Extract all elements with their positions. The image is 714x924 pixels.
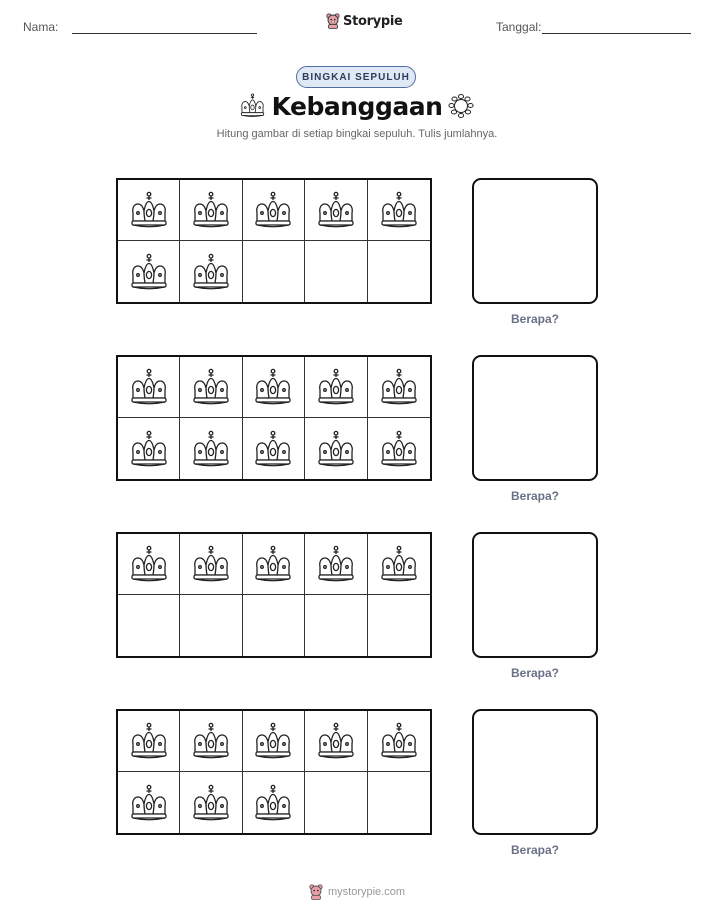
ten-frame-cell [305, 357, 367, 418]
ten-frame-cell [368, 357, 430, 418]
ten-frame-cell [180, 595, 242, 656]
ten-frame-cell [243, 534, 305, 595]
ten-frame-cell [118, 180, 180, 241]
crown-icon [191, 784, 231, 822]
ten-frame-cell [368, 241, 430, 302]
ten-frame-cell [118, 711, 180, 772]
ten-frame-cell [305, 180, 367, 241]
answer-box[interactable] [472, 178, 598, 304]
answer-box[interactable] [472, 709, 598, 835]
ten-frame [116, 709, 432, 835]
answer-box[interactable] [472, 355, 598, 481]
ten-frame-cell [305, 711, 367, 772]
crown-icon [379, 430, 419, 468]
crown-icon [379, 545, 419, 583]
crown-icon [316, 545, 356, 583]
crown-icon [316, 430, 356, 468]
ten-frame-cell [305, 534, 367, 595]
ten-frame-cell [368, 595, 430, 656]
answer-label: Berapa? [510, 666, 560, 680]
ten-frame-cell [118, 241, 180, 302]
crown-icon [316, 722, 356, 760]
ten-frame-cell [243, 418, 305, 479]
date-line[interactable] [542, 33, 691, 34]
crown-icon [253, 722, 293, 760]
crown-icon [191, 430, 231, 468]
crown-icon [129, 784, 169, 822]
footer [0, 884, 714, 900]
answer-label: Berapa? [510, 312, 560, 326]
answer-box[interactable] [472, 532, 598, 658]
crown-icon [129, 368, 169, 406]
wreath-icon [448, 93, 474, 124]
crown-icon [129, 722, 169, 760]
name-label: Nama: [23, 20, 59, 34]
crown-icon [129, 253, 169, 291]
crown-icon [253, 545, 293, 583]
crown-icon [316, 191, 356, 229]
crown-icon [379, 191, 419, 229]
crown-icon [129, 545, 169, 583]
ten-frame-cell [368, 534, 430, 595]
crown-icon [191, 368, 231, 406]
ten-frame-cell [243, 772, 305, 833]
ten-frame-cell [243, 595, 305, 656]
crown-icon [191, 191, 231, 229]
category-badge: BINGKAI SEPULUH [296, 66, 416, 88]
instructions: Hitung gambar di setiap bingkai sepuluh. Tulis jumlahnya. [216, 128, 498, 140]
crown-icon [129, 430, 169, 468]
ten-frame-cell [368, 711, 430, 772]
ten-frame-cell [118, 357, 180, 418]
crown-icon [379, 368, 419, 406]
ten-frame-cell [243, 180, 305, 241]
bear-mascot-icon [309, 884, 323, 900]
ten-frame-cell [305, 595, 367, 656]
ten-frame-cell [180, 418, 242, 479]
brand-name: Storypie [343, 13, 403, 29]
date-label: Tanggal: [496, 20, 542, 34]
ten-frame-cell [180, 772, 242, 833]
answer-label: Berapa? [510, 489, 560, 503]
crown-icon [253, 430, 293, 468]
ten-frame-cell [180, 180, 242, 241]
brand-logo [326, 13, 403, 29]
ten-frame-cell [305, 772, 367, 833]
ten-frame-cell [243, 241, 305, 302]
crown-icon [253, 784, 293, 822]
ten-frame-cell [118, 534, 180, 595]
crown-icon [379, 722, 419, 760]
ten-frame [116, 178, 432, 304]
crown-icon [253, 191, 293, 229]
crown-icon [316, 368, 356, 406]
bear-mascot-icon [326, 13, 340, 29]
ten-frame [116, 532, 432, 658]
ten-frame-cell [305, 241, 367, 302]
ten-frame-cell [305, 418, 367, 479]
name-line[interactable] [72, 33, 257, 34]
ten-frame-cell [180, 357, 242, 418]
ten-frame-cell [243, 357, 305, 418]
crown-icon [191, 545, 231, 583]
ten-frame [116, 355, 432, 481]
page-title: Kebanggaan [271, 92, 443, 121]
ten-frame-cell [368, 772, 430, 833]
ten-frame-cell [243, 711, 305, 772]
ten-frame-cell [180, 241, 242, 302]
ten-frame-cell [368, 180, 430, 241]
crown-icon [129, 191, 169, 229]
ten-frame-cell [118, 595, 180, 656]
ten-frame-cell [118, 772, 180, 833]
footer-url: mystorypie.com [327, 886, 406, 898]
crown-icon [191, 253, 231, 291]
crown-icon [191, 722, 231, 760]
ten-frame-cell [180, 534, 242, 595]
ten-frame-cell [368, 418, 430, 479]
crown-icon [253, 368, 293, 406]
ten-frame-cell [180, 711, 242, 772]
answer-label: Berapa? [510, 843, 560, 857]
ten-frame-cell [118, 418, 180, 479]
